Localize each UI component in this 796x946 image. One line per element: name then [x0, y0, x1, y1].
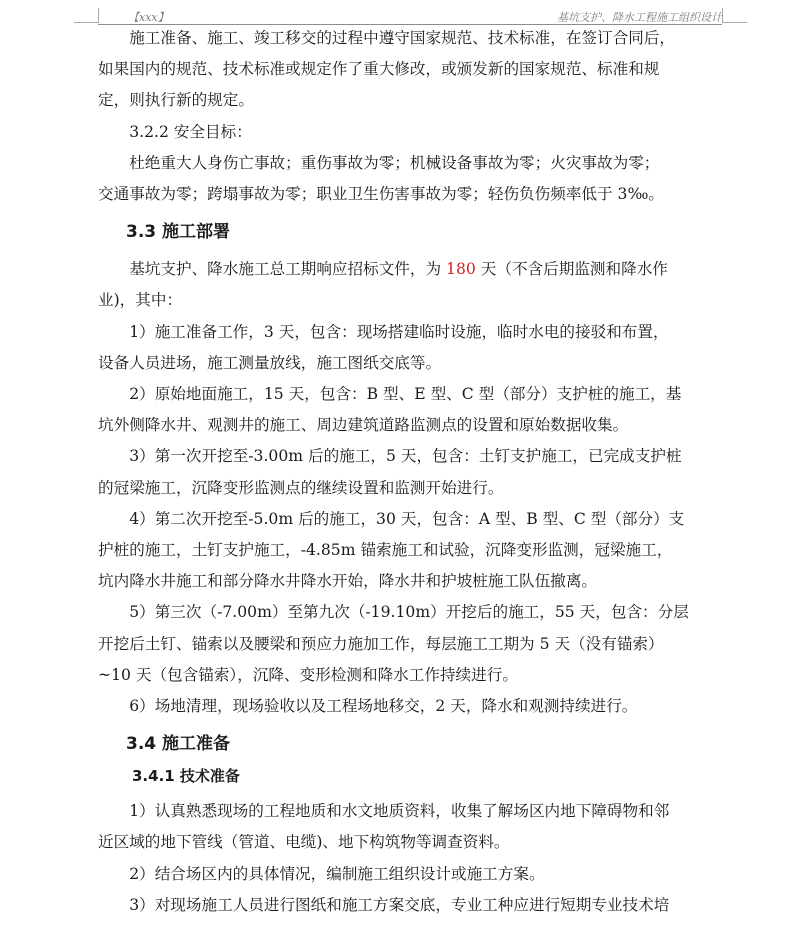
crop-mark-top-right [722, 8, 747, 23]
text-line: 的冠梁施工，沉降变形监测点的继续设置和监测开始进行。 [98, 478, 504, 497]
list-item-4 [98, 504, 720, 598]
tech-item-3 [98, 890, 720, 921]
text-line: 1）认真熟悉现场的工程地质和水文地质资料，收集了解场区内地下障碍物和邻 [129, 802, 670, 821]
text-line: 3）对现场施工人员进行图纸和施工方案交底，专业工种应进行短期专业技术培 [129, 895, 670, 914]
header-right-text: 基坑支护、降水工程施工组织设计 [557, 11, 722, 24]
text-line: 业)，其中： [98, 291, 183, 310]
section-heading-3-4: 3.4 施工准备 [126, 734, 231, 755]
list-item-5 [98, 597, 720, 691]
text-line: 3）第一次开挖至-3.00m 后的施工，5 天，包含：土钉支护施工，已完成支护桩 [129, 447, 682, 466]
list-item-2 [98, 379, 720, 441]
document-body [98, 23, 720, 921]
crop-mark-top-left [74, 8, 99, 23]
text-line: 1）施工准备工作，3 天，包含：现场搭建临时设施，临时水电的接驳和布置， [129, 322, 669, 341]
list-item-3 [98, 441, 720, 503]
text-line: 2）原始地面施工，15 天，包含：B 型、E 型、C 型（部分）支护桩的施工，基 [129, 385, 682, 404]
schedule-duration-highlight: 180 [446, 260, 476, 279]
text-line: 护桩的施工，土钉支护施工，-4.85m 锚索施工和试验，沉降变形监测，冠梁施工， [98, 541, 673, 560]
text-line: ~10 天（包含锚索），沉降、变形检测和降水工作持续进行。 [98, 665, 518, 684]
text-line: 坑外侧降水井、观测井的施工、周边建筑道路监测点的设置和原始数据收集。 [98, 416, 629, 435]
text-line: 6）场地清理，现场验收以及工程场地移交，2 天，降水和观测持续进行。 [129, 697, 638, 716]
header-left-text: 【xxx】 [128, 11, 169, 24]
subsection-heading-3-4-1: 3.4.1 技术准备 [132, 767, 240, 786]
text-line: 如果国内的规范、技术标准或规定作了重大修改，或颁发新的国家规范、标准和规 [98, 60, 660, 79]
text-line [98, 254, 720, 285]
section-heading-3-3: 3.3 施工部署 [126, 222, 231, 243]
text-line: 杜绝重大人身伤亡事故；重伤事故为零；机械设备事故为零；火灾事故为零； [129, 153, 660, 172]
text-line: 5）第三次（-7.00m）至第九次（-19.10m）开挖后的施工，55 天，包含：分层 [129, 603, 689, 622]
text-line: 开挖后土钉、锚索以及腰梁和预应力施加工作，每层施工工期为 5 天（没有锚索） [98, 634, 664, 653]
text-line: 坑内降水井施工和部分降水井降水开始，降水井和护坡桩施工队伍撤离。 [98, 572, 598, 591]
text-line: 交通事故为零；跨塌事故为零；职业卫生伤害事故为零；轻伤负伤频率低于 3‰。 [98, 185, 664, 204]
text-line: 设备人员进场，施工测量放线，施工图纸交底等。 [98, 353, 442, 372]
schedule-text-before: 基坑支护、降水施工总工期响应招标文件，为 [129, 260, 447, 279]
tech-item-2 [98, 859, 720, 890]
text-line: 近区域的地下管线（管道、电缆)、地下构筑物等调查资料。 [98, 833, 510, 852]
paragraph-standards [98, 23, 720, 117]
text-line: 施工准备、施工、竣工移交的过程中遵守国家规范、技术标准，在签订合同后， [129, 29, 675, 47]
list-item-6 [98, 691, 720, 722]
paragraph-schedule [98, 254, 720, 316]
subheading-safety-goal: 3.2.2 安全目标： [129, 122, 252, 141]
text-line: 2）结合场区内的具体情况，编制施工组织设计或施工方案。 [129, 864, 545, 883]
schedule-text-after: 天（不含后期监测和降水作 [475, 260, 668, 279]
list-item-1 [98, 317, 720, 379]
tech-item-1 [98, 796, 720, 858]
paragraph-safety [98, 148, 720, 210]
text-line: 4）第二次开挖至-5.0m 后的施工，30 天，包含：A 型、B 型、C 型（部分）支 [129, 509, 685, 528]
text-line: 定，则执行新的规定。 [98, 91, 254, 110]
